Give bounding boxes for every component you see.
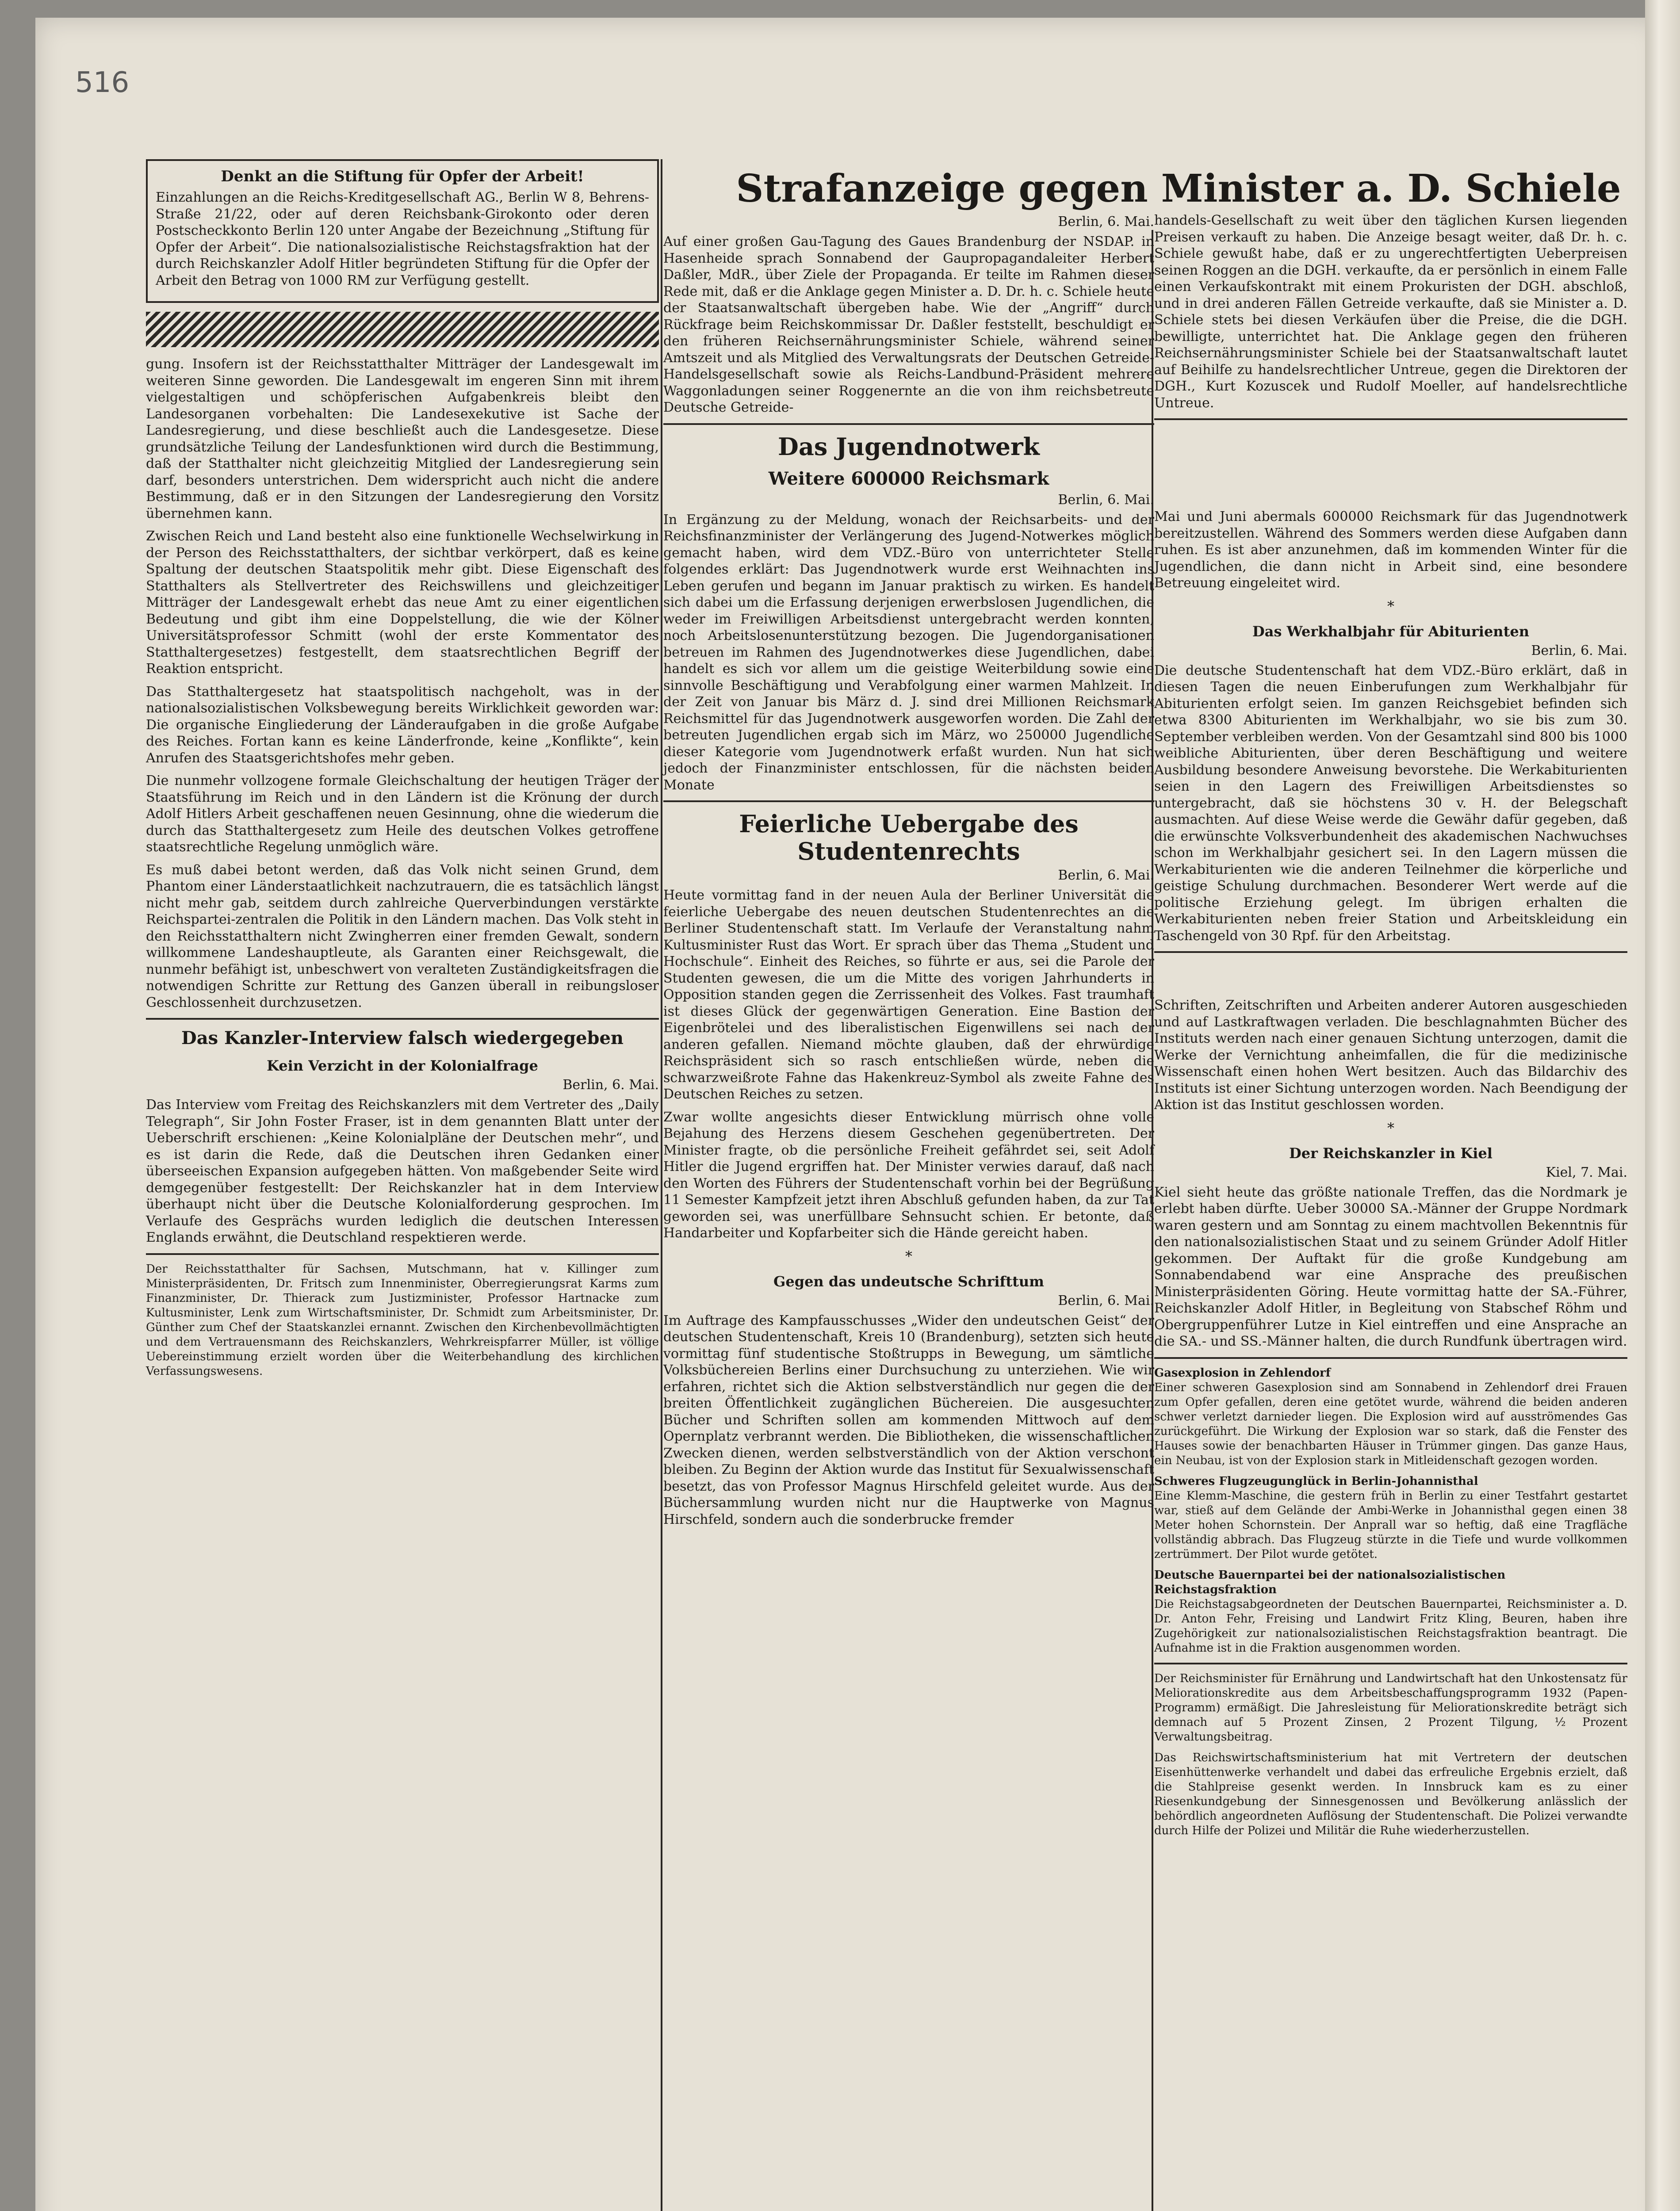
news-brief: [1154, 1751, 1627, 1838]
divider: [663, 423, 1154, 425]
article-footer: Der Reichsstatthalter für Sachsen, Mutschmann, hat v. Killinger zum Ministerpräsidenten, Dr. Fritsch zum Innenminister, Oberregierungsrat Karms zum Finanzminister, Dr. Thierack zum Justizminister, Professor Hartnacke zum Kultusminister, Lenk zum Wirtschaftsminister, Dr. Schmidt zum Arbeitsminister, Dr. Günther zum Chef der Staatskanzlei ernannt. Zwischen den Kirchenbevollmächtigten und dem Vertrauensmann des Reichskanzlers, Wehrkreispfarrer Müller, ist völlige Uebereinstimmung erzielt worden über die Weiterbehandlung des kirchlichen Verfassungswesens.: [146, 1262, 659, 1378]
dateline: Berlin, 6. Mai.: [1058, 1293, 1154, 1308]
column-rule: [661, 159, 662, 2211]
separator-star: *: [905, 1247, 912, 1265]
headline-schiele: Strafanzeige gegen Minister a. D. Schiele: [736, 166, 1621, 211]
article-body: Zwar wollte angesichts dieser Entwicklung mürrisch ohne volle Bejahung des Herzens diesem Geschehen gegenübertreten. Der Minister fragte, ob die persönliche Freiheit gefährdet sei, seit Adolf Hitler die Jugend ergriffen hat. Der Minister verwies darauf, daß nach den Worten des Führers der Studentenschaft vorhin bei der Begrüßung 11 Semester Kampfzeit jetzt ihren Abschluß gefunden haben, da zur Tat geworden sei, was unerfüllbare Sehnsucht schien. Er betonte, daß Handarbeiter und Kopfarbeiter sich die Hände gereicht haben.: [663, 1109, 1154, 1241]
notice-title: Denkt an die Stiftung für Opfer der Arbeit!: [221, 168, 584, 185]
news-brief: [1154, 1672, 1627, 1744]
article-paragraph: Das Statthaltergesetz hat staatspolitisch nachgeholt, was in der nationalsozialistischen Volksbewegung bereits Wirklichkeit geworden war: Die organische Eingliederung der Länderaufgaben in die große Aufgabe des Reiches. Fortan kann es keine Länderfronde, keine „Konflikte“, kein Anrufen des Staatsgerichtshofes mehr geben.: [146, 684, 659, 766]
article-body: Kiel sieht heute das größte nationale Treffen, das die Nordmark je erlebt haben dürfte. Ueber 30000 SA.-Männer der Gruppe Nordmark waren gestern und am Sonntag zu einem machtvollen Bekenntnis für den nationalsozialistischen Staat und zu seinem Gründer Adolf Hitler gekommen. Der Auftakt für die große Kundgebung am Sonnabendabend war eine Ansprache des preußischen Ministerpräsidenten Göring. Heute vormittag hatte der SA.-Führer, Reichskanzler Adolf Hitler, in Begleitung von Stabschef Röhm und Obergruppenführer Lutze in Kiel eintreffen und eine Ansprache an die SA.- und SS.-Männer halten, die durch Rundfunk übertragen wird.: [1154, 1184, 1627, 1349]
article-paragraph: Die nunmehr vollzogene formale Gleichschaltung der heutigen Träger der Staatsführung im Reich und in den Ländern ist die Krönung der durch Adolf Hitlers Arbeit geschaffenen neuen Gesinnung, ohne die wiederum die durch das Statthaltergesetz zum Heile des deutschen Volkes getroffene staatsrechtliche Regelung unmöglich wäre.: [146, 773, 659, 855]
decorative-divider: [146, 312, 659, 347]
next-page-edge: [1645, 0, 1680, 2211]
column-left: [146, 159, 659, 1385]
article-body: Das Interview vom Freitag des Reichskanzlers mit dem Vertreter des „Daily Telegraph“, Sir John Foster Fraser, ist in dem genannten Blatt unter der Ueberschrift erschienen: „Keine Kolonialpläne der Deutschen mehr“, und es ist darin die Rede, daß die Deutschen ihren Gedanken einer überseeischen Expansion aufgegeben hätten. Von maßgebender Seite wird demgegenüber festgestellt: Der Reichskanzler hat in dem Interview überhaupt nicht über die Deutsche Kolonialforderung gesprochen. Im Verlaufe des Gesprächs wurden lediglich die deutschen Interessen Englands erwähnt, die Deutschland respektieren werde.: [146, 1097, 659, 1245]
subhead-jugend: Weitere 600000 Reichsmark: [768, 468, 1049, 489]
divider: [663, 800, 1154, 802]
brief-title: Deutsche Bauernpartei bei der nationalsozialistischen Reichstagsfraktion: [1154, 1568, 1506, 1596]
separator-star: *: [1387, 597, 1394, 615]
dateline: Berlin, 6. Mai.: [1058, 214, 1154, 230]
headline-kiel: Der Reichskanzler in Kiel: [1289, 1144, 1492, 1162]
brief-body: Das Reichswirtschaftsministerium hat mit Vertretern der deutschen Eisenhüttenwerke verhandelt und dabei das erfreuliche Ergebnis erzielt, daß die Stahlpreise gesenkt werden. In Innsbruck kam es zu einer Riesenkundgebung der Sinnesgenossen und Bevölkerung anlässlich der behördlich angeordneten Auflösung der Studentenschaft. Die Polizei verwandte durch Hilfe der Polizei und Militär die Ruhe wiederherzustellen.: [1154, 1751, 1627, 1837]
headline-studentenrecht: Feierliche Uebergabe des Studentenrechts: [739, 810, 1079, 865]
article-body: handels-Gesellschaft zu weit über den täglichen Kursen liegenden Preisen verkauft zu haben. Die Anzeige besagt weiter, daß Dr. h. c. Schiele gewußt habe, daß er zu ungerechtfertigten Ueberpreisen seinen Roggen an die DGH. verkaufte, da er persönlich in einem Falle einen Verkaufskontrakt mit einem Prokuristen der DGH. abschloß, und in drei anderen Fällen Getreide verkaufte, daß sie Minister a. D. Schiele stets bei diesen Verkäufen über die Preise, die die DGH. bewilligte, unterrichtet hat. Die Anklage gegen den früheren Reichsernährungsminister Schiele bei der Staatsanwaltschaft lautet auf Beihilfe zu handelsrechtlicher Untreue, gegen die Direktoren der DGH., Kurt Kozuscek und Rudolf Moeller, auf handelsrechtliche Untreue.: [1154, 213, 1627, 411]
article-paragraph: Es muß dabei betont werden, daß das Volk nicht seinen Grund, dem Phantom einer Länderstaatlichkeit nachzutrauern, die es tatsächlich längst nicht mehr gab, seitdem durch zahlreiche Querverbindungen verstärkte Reichspartei-zentralen die Politik in den Ländern machen. Das Volk steht in den Reichsstatthaltern nicht Zwingherren einer fremden Gewalt, sondern willkommene Landeshauptleute, als Garanten einer Reichsgewalt, die nunmehr befähigt ist, unbeschwert von veralteten Zuständigkeitsfragen die notwendigen Schritte zur Rettung des Ganzen überall in reibungsloser Geschlossenheit durchzusetzen.: [146, 862, 659, 1010]
article-body: Auf einer großen Gau-Tagung des Gaues Brandenburg der NSDAP. in Hasenheide sprach Sonnabend der Gaupropagandaleiter Herbert Daßler, MdR., über Ziele der Propaganda. Er teilte im Rahmen dieser Rede mit, daß er die Anklage gegen Minister a. D. Dr. h. c. Schiele heute der Staatsanwaltschaft übergeben habe. Wie der „Angriff“ durch Rückfrage beim Reichskommissar Dr. Daßler feststellt, beschuldigt er den früheren Reichsernährungsminister Schiele, während seiner Amtszeit und als Mitglied des Verwaltungsrats der Deutschen Getreide-Handelsgesellschaft sowie als Reichs-Landbund-Präsident mehrere Waggonladungen seiner Roggenernte an die von ihm reichsbetreute Deutsche Getreide-: [663, 234, 1154, 415]
subhead-interview: Kein Verzicht in der Kolonialfrage: [267, 1057, 538, 1074]
dateline: Berlin, 6. Mai.: [1058, 492, 1154, 508]
headline-werkhalbjahr: Das Werkhalbjahr für Abiturienten: [1252, 623, 1529, 640]
column-middle: [663, 212, 1154, 1534]
headline-schrifttum: Gegen das undeutsche Schrifttum: [773, 1273, 1044, 1290]
brief-title: Schweres Flugzeugunglück in Berlin-Johannisthal: [1154, 1474, 1478, 1488]
banner-schiele: [663, 159, 1680, 213]
divider: [1154, 1663, 1627, 1664]
divider: [1154, 951, 1627, 953]
notice-box: [146, 159, 659, 303]
dateline: Kiel, 7. Mai.: [1546, 1164, 1627, 1180]
article-body: Schriften, Zeitschriften und Arbeiten anderer Autoren ausgeschieden und auf Lastkraftwagen verladen. Die beschlagnahmten Bücher des Instituts werden nach einer genauen Sichtung unterzogen, damit die Werke der Vernichtung anheimfallen, die für die medizinische Wissenschaft einen hohen Wert besitzen. Auch das Bildarchiv des Instituts ist einer Sichtung unterzogen worden. Nach Beendigung der Aktion ist das Institut geschlossen worden.: [1154, 998, 1627, 1113]
news-brief: [1154, 1474, 1627, 1562]
article-body: In Ergänzung zu der Meldung, wonach der Reichsarbeits- und der Reichsfinanzminister der Verlängerung des Jugend-Notwerkes möglich gemacht haben, wird dem VDZ.-Büro von unterrichteter Stelle folgendes erklärt: Das Jugendnotwerk wurde erst Weihnachten ins Leben gerufen und begann im Januar praktisch zu wirken. Es handelt sich dabei um die Erfassung derjenigen erwerbslosen Jugendlichen, die weder im Freiwilligen Arbeitsdienst untergebracht werden konnten, noch Arbeitslosenunterstützung bezogen. Die Jugendorganisationen betreuen im Rahmen des Jugendnotwerkes diese Jugendlichen, dabei handelt es sich vor allem um die geistige Weiterbildung sowie eine sinnvolle Beschäftigung und Verabfolgung einer warmen Mahlzeit. In der Zeit von Januar bis März d. J. sind drei Millionen Reichsmark Reichsmittel für das Jugendnotwerk ausgeworfen worden. Die Zahl der betreuten Jugendlichen ergab sich im März, wo 250000 Jugendliche dieser Kategorie vom Jugendnotwerk erfaßt wurden. Nun hat sich jedoch der Finanzminister entschlossen, für die nächsten beiden Monate: [663, 512, 1154, 793]
article-body: Die deutsche Studentenschaft hat dem VDZ.-Büro erklärt, daß in diesen Tagen die neuen Einberufungen zum Werkhalbjahr für Abiturienten erfolgt seien. Im ganzen Reichsgebiet befinden sich etwa 8300 Abiturienten im Werkhalbjahr, wo sie bis zum 30. September verbleiben werden. Von der Gesamtzahl sind 800 bis 1000 weibliche Abiturienten, über deren Beschäftigung und weitere Ausbildung besondere Anweisung bevorstehe. Die Werkabiturienten seien in den Lagern des Freiwilligen Arbeitsdienstes so untergebracht, daß sie höchstens 30 v. H. der Belegschaft ausmachten. Auf diese Weise werde die Gewähr dafür gegeben, daß die erwünschte Volksverbundenheit des akademischen Nachwuchses schon im Werkhalbjahr gesichert sei. In den Lagern müssen die Werkabiturienten wie die anderen Teilnehmer die körperliche und geistige Schulung durchmachen. Besonderer Wert werde auf die politische Erziehung gelegt. Im übrigen erhalten die Werkabiturienten neben freier Station und Arbeitskleidung ein Taschengeld von 30 Rpf. für den Arbeitstag.: [1154, 662, 1627, 944]
brief-body: Der Reichsminister für Ernährung und Landwirtschaft hat den Unkostensatz für Meliorationskredite aus dem Arbeitsbeschaffungsprogramm 1932 (Papen-Programm) ermäßigt. Die Jahresleistung für Meliorationskredite beträgt sich demnach auf 5 Prozent Zinsen, 2 Prozent Tilgung, ½ Prozent Verwaltungsbeitrag.: [1154, 1672, 1627, 1744]
brief-title: Gasexplosion in Zehlendorf: [1154, 1366, 1331, 1380]
brief-body: Die Reichstagsabgeordneten der Deutschen Bauernpartei, Reichsminister a. D. Dr. Anton Fehr, Freising und Landwirt Fritz Kling, Beuren, haben ihre Zugehörigkeit zur nationalsozialistischen Reichstagsfraktion beantragt. Die Aufnahme ist in die Fraktion ausgenommen worden.: [1154, 1597, 1627, 1655]
notice-body: Einzahlungen an die Reichs-Kreditgesellschaft AG., Berlin W 8, Behrens-Straße 21/22, oder auf deren Reichsbank-Girokonto oder deren Postscheckkonto Berlin 120 unter Angabe der Bezeichnung „Stiftung für Opfer der Arbeit“. Die nationalsozialistische Reichstagsfraktion hat der durch Reichskanzler Adolf Hitler begründeten Stiftung für die Opfer der Arbeit den Betrag von 1000 RM zur Verfügung gestellt.: [156, 190, 649, 288]
headline-jugend: Das Jugendnotwerk: [778, 432, 1040, 461]
brief-body: Eine Klemm-Maschine, die gestern früh in Berlin zu einer Testfahrt gestartet war, stieß auf dem Gelände der Ambi-Werke in Johannisthal gegen einen 38 Meter hohen Schornstein. Der Anprall war so heftig, daß eine Tragfläche vollständig abbrach. Das Flugzeug stürzte in die Tiefe und wurde vollkommen zertrümmert. Der Pilot wurde getötet.: [1154, 1489, 1627, 1561]
article-paragraph: gung. Insofern ist der Reichsstatthalter Mitträger der Landesgewalt im weiteren Sinne geworden. Die Landesgewalt im engeren Sinn mit ihrem vielgestaltigen und schöpferischen Aufgabenkreis bleibt den Landesorganen vorbehalten: Die Landesexekutive ist Sache der Landesregierung, und diese beschließt auch die Landesgesetze. Diese grundsätzliche Teilung der Landesfunktionen wird durch die Bestimmung, daß der Statthalter nicht gleichzeitig Mitglied der Landesregierung sein darf, besonders unterstrichen. Dem widerspricht auch nicht die andere Bestimmung, daß er in den Sitzungen der Landesregierung den Vorsitz übernehmen kann.: [146, 356, 659, 521]
divider: [1154, 1357, 1627, 1359]
brief-body: Einer schweren Gasexplosion sind am Sonnabend in Zehlendorf drei Frauen zum Opfer gefallen, deren eine getötet wurde, während die beiden anderen schwer verletzt darnieder liegen. Die Explosion wird auf ausströmendes Gas zurückgeführt. Die Wirkung der Explosion war so stark, daß die Fenster des Hauses sowie der benachbarten Häuser in Trümmer gingen. Das ganze Haus, ein Neubau, ist von der Explosion stark in Mitleidenschaft gezogen worden.: [1154, 1381, 1627, 1467]
news-brief: [1154, 1366, 1627, 1468]
headline-interview: Das Kanzler-Interview falsch wiedergegeben: [181, 1028, 624, 1048]
news-brief: [1154, 1568, 1627, 1656]
page-number: 516: [75, 66, 130, 99]
article-body: Im Auftrage des Kampfausschusses „Wider den undeutschen Geist“ der deutschen Studentenschaft, Kreis 10 (Brandenburg), setzten sich heute vormittag fünf studentische Stoßtrupps in Bewegung, um sämtliche Volksbüchereien Berlins einer Durchsuchung zu unterziehen. Wie wir erfahren, richtet sich die Aktion selbstverständlich nur gegen die der breiten Öffentlichkeit zugänglichen Büchereien. Die ausgesuchten Bücher und Schriften sollen am kommenden Mittwoch auf dem Opernplatz verbrannt werden. Die Bibliotheken, die wissenschaftlichen Zwecken dienen, werden selbstverständlich von der Aktion verschont bleiben. Zu Beginn der Aktion wurde das Institut für Sexualwissenschaft besetzt, das von Professor Magnus Hirschfeld geleitet wurde. Aus der Büchersammlung wurden nicht nur die Hauptwerke von Magnus Hirschfeld, sondern auch die sonderbrucke fremder: [663, 1312, 1154, 1527]
divider: [1154, 418, 1627, 420]
article-paragraph: Zwischen Reich und Land besteht also eine funktionelle Wechselwirkung in der Person des Reichsstatthalters, der sichtbar verkörpert, daß es keine Spaltung der deutschen Staatspolitik mehr gibt. Diese Eigenschaft des Statthalters als Stellvertreter des Reichswillens und gleichzeitiger Mitträger der Landesgewalt erhebt das neue Amt zu einer eigentlichen Bedeutung und gibt ihm eine Doppelstellung, die wie der Kölner Universitätsprofessor Schmitt (wohl der erste Kommentator des Statthaltergesetzes) festgestellt, dem staatsrechtlichen Begriff der Reaktion entspricht.: [146, 528, 659, 677]
dateline: Berlin, 6. Mai.: [1531, 643, 1627, 658]
article-body: Heute vormittag fand in der neuen Aula der Berliner Universität die feierliche Uebergabe des neuen deutschen Studentenrechtes an die Berliner Studentenschaft statt. Im Verlaufe der Veranstaltung nahm Kultusminister Rust das Wort. Er sprach über das Thema „Student und Hochschule“. Einheit des Reiches, so führte er aus, sei die Parole der Studenten gewesen, die um die Mitte des vorigen Jahrhunderts in Opposition standen gegen die Zerrissenheit des Volkes. Fast traumhaft ist dieses Glück der gegenwärtigen Generation. Eine Bastion der Eigenbrötelei und des liberalistischen Eigenwillens sei nach der anderen gefallen. Niemand möchte glauben, daß der ehrwürdige Reichspräsident sich so rasch entschließen würde, neben die schwarzweißrote Fahne das Hakenkreuz-Symbol als zweite Fahne des Deutschen Reiches zu setzen.: [663, 887, 1154, 1102]
column-right: [1154, 212, 1627, 1844]
article-body: Mai und Juni abermals 600000 Reichsmark für das Jugendnotwerk bereitzustellen. Während des Sommers werden diese Aufgaben dann ruhen. Es ist aber anzunehmen, daß im kommenden Winter für die Jugendlichen, die dann nicht in Arbeit sind, eine besondere Betreuung eingeleitet wird.: [1154, 509, 1627, 591]
dateline: Berlin, 6. Mai.: [563, 1077, 659, 1093]
dateline: Berlin, 6. Mai.: [1058, 868, 1154, 883]
divider: [146, 1253, 659, 1255]
separator-star: *: [1387, 1119, 1394, 1136]
divider: [146, 1018, 659, 1020]
